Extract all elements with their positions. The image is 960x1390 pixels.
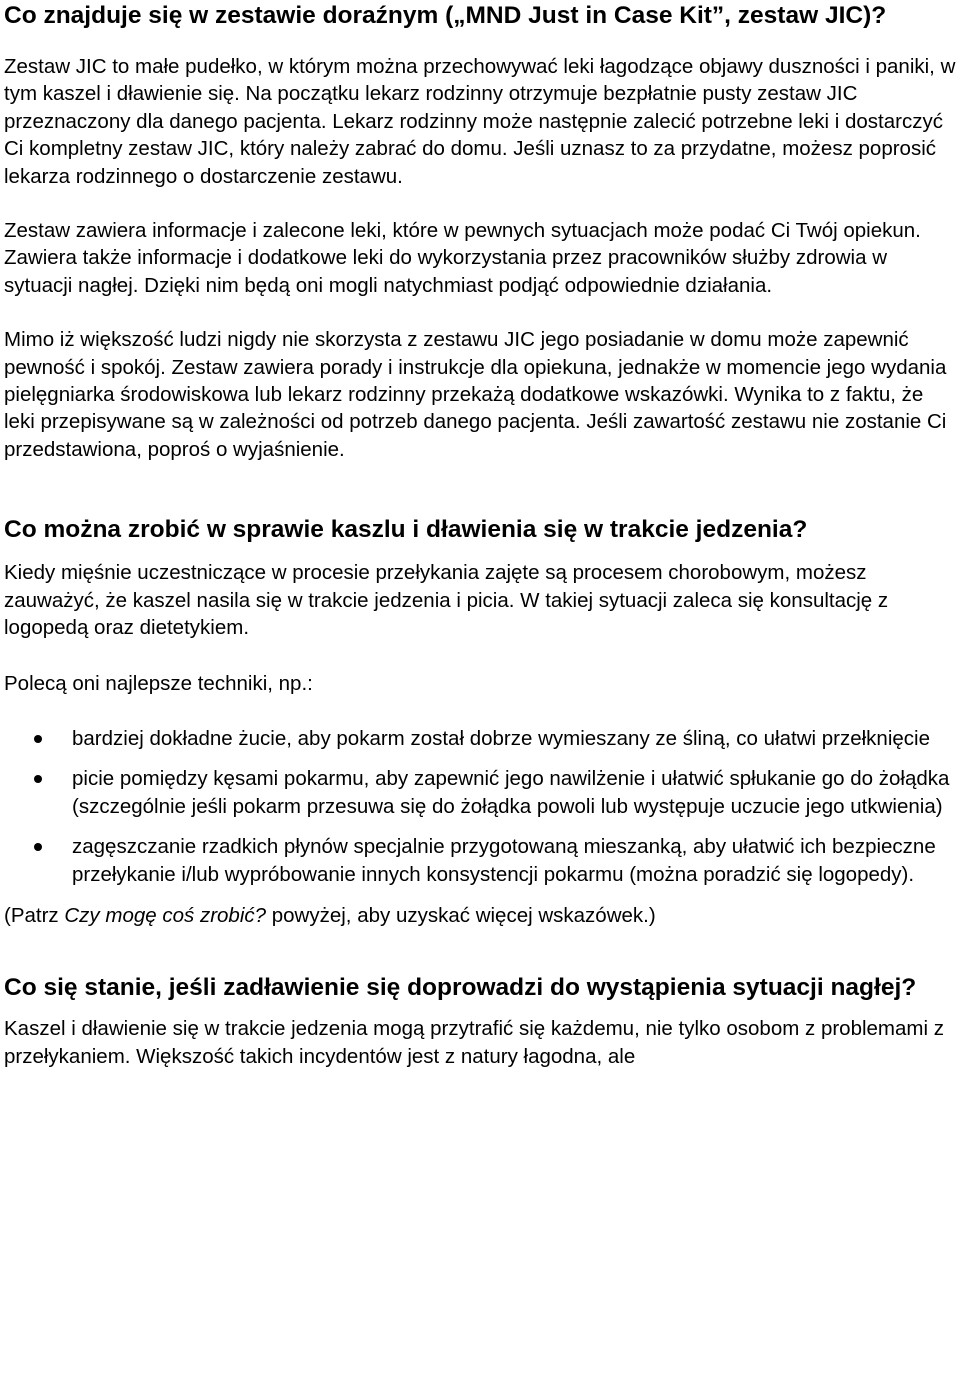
paragraph-jic-contents: Zestaw zawiera informacje i zalecone leki, które w pewnych sytuacjach może podać Ci Twój opiekun. Zawiera także informacje i dodatkowe leki do wykorzystania przez pracowników służby zdrowia w sytuacji nagłej. Dzięki nim będą oni mogli natychmiast podjąć odpowiednie działania. (4, 219, 921, 297)
heading-jic-kit: Co znajduje się w zestawie doraźnym („MND Just in Case Kit”, zestaw JIC)? (4, 2, 887, 29)
paragraph-jic-reassurance: Mimo iż większość ludzi nigdy nie skorzysta z zestawu JIC jego posiadanie w domu może zapewnić pewność i spokój. Zestaw zawiera porady i instrukcje dla opiekuna, jednakże w momencie jego wydania pielęgniarka środowiskowa lub lekarz rodzinny przekażą dodatkowe wskazówki. Wynika to z faktu, że leki przepisywane są w zależności od potrzeb danego pacjenta. Jeśli zawartość zestawu nie zostanie Ci przedstawiona, poproś o wyjaśnienie. (4, 328, 947, 461)
note-before: (Patrz (4, 903, 65, 927)
heading-choking-emergency: Co się stanie, jeśli zadławienie się doprowadzi do wystąpienia sytuacji nagłej? (4, 974, 917, 1002)
paragraph-swallowing-muscles: Kiedy mięśnie uczestniczące w procesie przełykania zajęte są procesem chorobowym, możesz zauważyć, że kaszel nasila się w trakcie jedzenia i picia. W takiej sytuacji zaleca się konsultację z logopedą oraz dietetykiem. (4, 561, 889, 640)
techniques-list (4, 725, 956, 888)
list-item (4, 725, 956, 752)
paragraph-choking-common: Kaszel i dławienie się w trakcie jedzenia mogą przytrafić się każdemu, nie tylko osobom z problemami z przełykaniem. Większość takich incydentów jest z natury łagodna, ale (4, 1017, 944, 1068)
note-reference: Czy mogę coś zrobić? (64, 903, 267, 927)
list-item (4, 765, 956, 820)
paragraph-see-above-note (4, 902, 956, 929)
list-item-text: picie pomiędzy kęsami pokarmu, aby zapewnić jego nawilżenie i ułatwić spłukanie go do żołądka (szczególnie jeśli pokarm przesuwa się do żołądka powoli lub występuje uczucie jego utkwienia) (72, 767, 950, 818)
note-after: powyżej, aby uzyskać więcej wskazówek.) (266, 903, 656, 927)
list-item (4, 833, 956, 888)
list-item-text: bardziej dokładne żucie, aby pokarm został dobrze wymieszany ze śliną, co ułatwi przełknięcie (72, 726, 930, 750)
bullet-icon (34, 735, 42, 743)
paragraph-jic-intro: Zestaw JIC to małe pudełko, w którym można przechowywać leki łagodzące objawy duszności i paniki, w tym kaszel i dławienie się. Na początku lekarz rodzinny otrzymuje bezpłatnie pusty zestaw JIC przeznaczony dla danego pacjenta. Lekarz rodzinny może następnie zalecić potrzebne leki i dostarczyć Ci kompletny zestaw JIC, który należy zabrać do domu. Jeśli uznasz to za przydatne, możesz poprosić lekarza rodzinnego o dostarczenie zestawu. (4, 55, 956, 188)
bullet-icon (34, 843, 42, 851)
heading-coughing-eating: Co można zrobić w sprawie kaszlu i dławienia się w trakcie jedzenia? (4, 516, 808, 544)
bullet-icon (34, 775, 42, 783)
paragraph-techniques-intro: Polecą oni najlepsze techniki, np.: (4, 671, 313, 695)
list-item-text: zagęszczanie rzadkich płynów specjalnie przygotowaną mieszanką, aby ułatwić ich bezpieczne przełykanie i/lub wypróbowanie innych konsystencji pokarmu (można poradzić się logopedy). (72, 835, 936, 886)
document-page (4, 0, 956, 1070)
